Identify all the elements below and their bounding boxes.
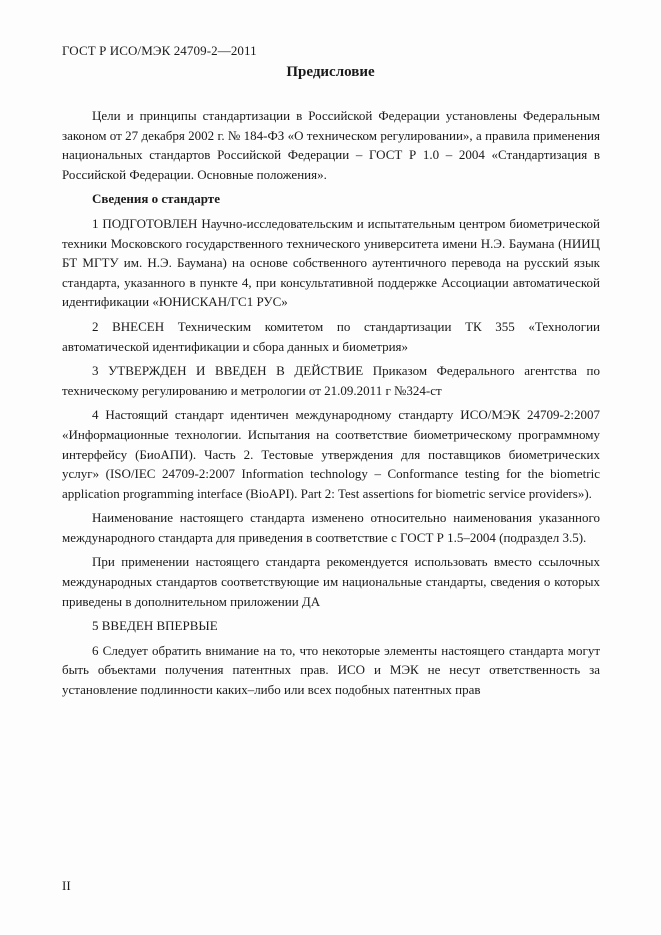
paragraph-item-2: 2 ВНЕСЕН Техническим комитетом по стандартизации ТК 355 «Технологии автоматической идентификации и сбора данных и биометрия»: [62, 318, 600, 354]
paragraph-name-change: Наименование настоящего стандарта изменено относительно наименования указанного международного стандарта для приведения в соответствие с ГОСТ Р 1.5–2004 (подраздел 3.5).: [62, 510, 600, 545]
paragraph-item-5: 5 ВВЕДЕН ВПЕРВЫЕ: [92, 618, 218, 634]
paragraph-item-1: 1 ПОДГОТОВЛЕН Научно-исследовательским и испытательным центром биометрической техники Московского государственного технического университета имени Н.Э. Баумана (НИИЦ БТ МГТУ им. Н.Э. Баумана) на основе собственного аутентичного перевода на русский язык стандарта, указанного в пункте 4, при консультативной поддержке Ассоциации автоматической идентификации «ЮНИСКАН/ГС1 РУС»: [62, 215, 600, 310]
page-number: II: [62, 878, 71, 893]
paragraph-intro: Цели и принципы стандартизации в Российской Федерации установлены Федеральным законом от 27 декабря 2002 г. № 184-ФЗ «О техническом регулировании», а правила применения национальных стандартов Российской Федерации – ГОСТ Р 1.0 – 2004 «Стандартизация в Российской Федерации. Основные положения».: [62, 108, 600, 182]
paragraph-references: При применении настоящего стандарта рекомендуется использовать вместо ссылочных международных стандартов соответствующие им национальные стандарты, сведения о которых приведены в дополнительном приложении ДА: [62, 554, 600, 609]
paragraph-item-4: 4 Настоящий стандарт идентичен международному стандарту ИСО/МЭК 24709-2:2007 «Информационные технологии. Испытания на соответствие биометрическому программному интерфейсу (БиоАПИ). Часть 2. Тестовые утверждения для поставщиков биометрических услуг» (ISO/IEC 24709-2:2007 Information technology – Conformance testing for the biometric application programming interface (BioAPI). Part 2: Test assertions for biometric service providers»).: [62, 407, 600, 501]
preface-body: [62, 106, 600, 705]
section-subheading: Сведения о стандарте: [92, 191, 220, 207]
paragraph-item-6: 6 Следует обратить внимание на то, что некоторые элементы настоящего стандарта могут быть объектами получения патентных прав. ИСО и МЭК не несут ответственность за установление подлинности каких–либо или всех подобных патентных прав: [62, 642, 600, 698]
paragraph-item-3: 3 УТВЕРЖДЕН И ВВЕДЕН В ДЕЙСТВИЕ Приказом Федерального агентства по техническому регулированию и метрологии от 21.09.2011 г №324-ст: [62, 363, 600, 398]
page-title: Предисловие: [286, 64, 375, 80]
standard-id-header: ГОСТ Р ИСО/МЭК 24709-2—2011: [62, 43, 257, 58]
